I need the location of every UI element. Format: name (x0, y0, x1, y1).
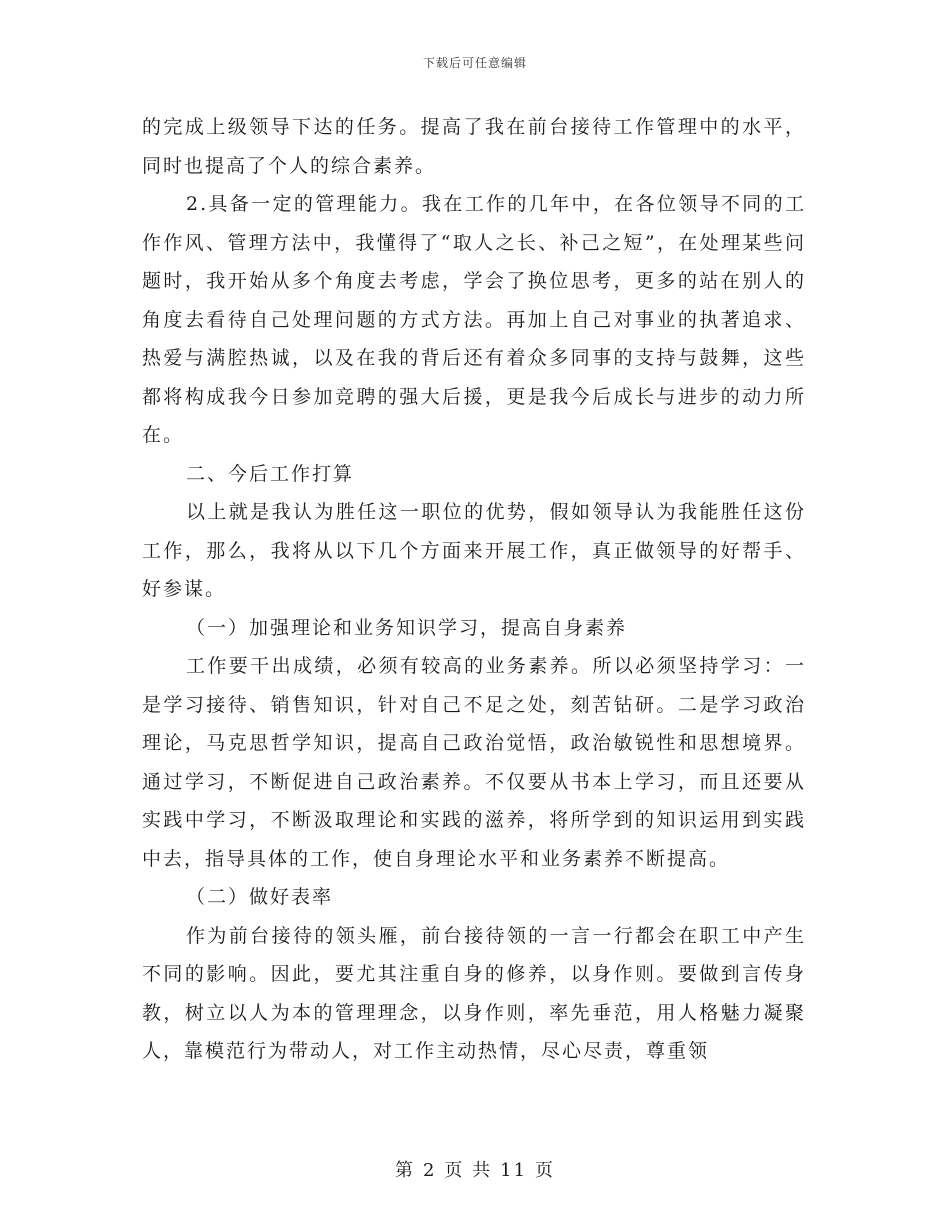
subsection-heading: （一）加强理论和业务知识学习，提高自身素养 (186, 616, 628, 639)
paragraph: 的完成上级领导下达的任务。提高了我在前台接待工作管理中的水平，同时也提高了个人的综合素养。 (142, 116, 806, 177)
current-page-number: 2 (422, 1160, 437, 1181)
paragraph: 2.具备一定的管理能力。我在工作的几年中，在各位领导不同的工作作风、管理方法中，我懂得了“取人之长、补己之短”，在处理某些问题时，我开始从多个角度去考虑，学会了换位思考，更多的站在别人的角度去看待自己处理问题的方式方法。再加上自己对事业的执著追求、热爱与满腔热诚，以及在我的背后还有着众多同事的支持与鼓舞，这些都将构成我今日参加竞聘的强大后援，更是我今后成长与进步的动力所在。 (142, 193, 806, 446)
document-body (142, 108, 806, 1071)
page-label-prefix: 第 (394, 1160, 415, 1181)
paragraph: 以上就是我认为胜任这一职位的优势，假如领导认为我能胜任这份工作，那么，我将从以下几个方面来开展工作，真正做领导的好帮手、好参谋。 (142, 501, 806, 600)
section-heading: 二、今后工作打算 (186, 462, 355, 485)
header-note: 下载后可任意编辑 (422, 56, 527, 70)
total-pages-number: 11 (500, 1160, 528, 1181)
page-label-suffix: 页 (535, 1160, 556, 1181)
page-footer (0, 1156, 950, 1182)
page-label-mid: 页 共 (444, 1160, 493, 1181)
subsection-heading: （二）做好表率 (186, 886, 334, 908)
paragraph: 作为前台接待的领头雁，前台接待领的一言一行都会在职工中产生不同的影响。因此，要尤其注重自身的修养，以身作则。要做到言传身教，树立以人为本的管理理念，以身作则，率先垂范，用人格魅力凝聚人，靠模范行为带动人，对工作主动热情，尽心尽责，尊重领 (142, 924, 806, 1062)
paragraph: 工作要干出成绩，必须有较高的业务素养。所以必须坚持学习：一是学习接待、销售知识，针对自己不足之处，刻苦钻研。二是学习政治理论，马克思哲学知识，提高自己政治觉悟，政治敏锐性和思想境界。通过学习，不断促进自己政治素养。不仅要从书本上学习，而且还要从实践中学习，不断汲取理论和实践的滋养，将所学到的知识运用到实践中去，指导具体的工作，使自身理论水平和业务素养不断提高。 (142, 655, 806, 870)
